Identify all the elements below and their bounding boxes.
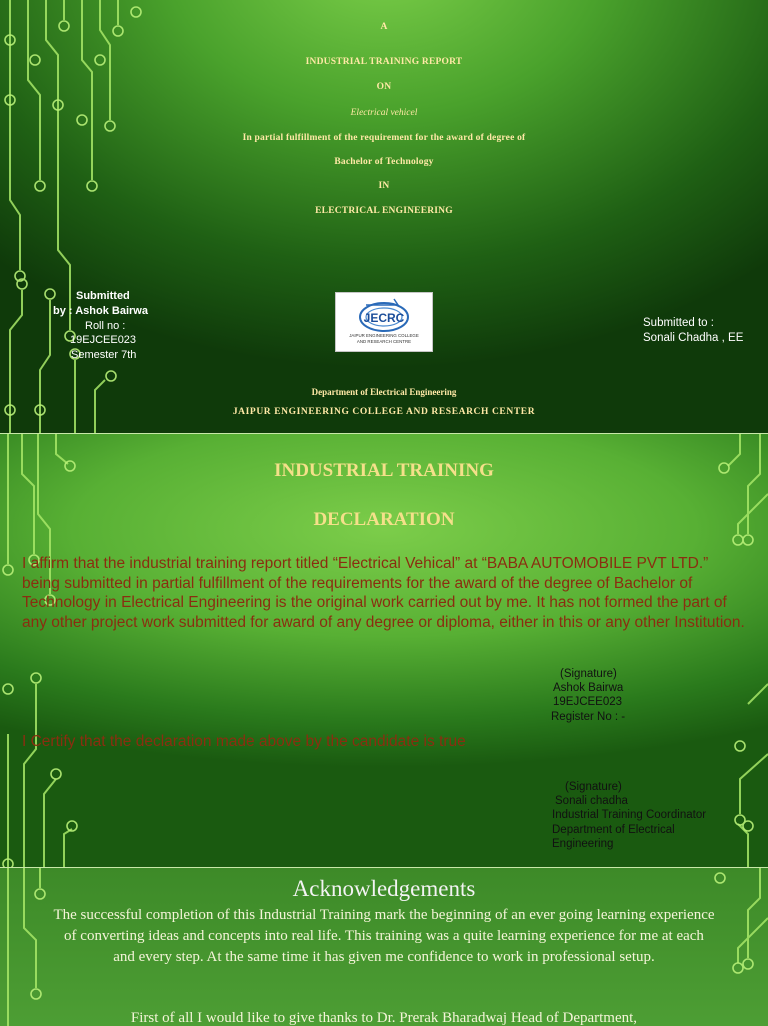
signature-dept-2a: Department of Electrical (552, 824, 675, 836)
signature-register-1: Register No : - (551, 711, 626, 723)
report-degree: Bachelor of Technology (334, 157, 434, 167)
college-name: JAIPUR ENGINEERING COLLEGE AND RESEARCH CENTER (232, 407, 536, 417)
submitted-to-label: Submitted to : (643, 317, 714, 329)
signature-name-1: Ashok Bairwa (553, 682, 624, 694)
logo-caption-2: AND RESEARCH CENTRE (356, 339, 412, 344)
department-name: Department of Electrical Engineering (311, 387, 457, 397)
declaration-slide (0, 433, 768, 867)
report-line-in: IN (378, 181, 390, 191)
declaration-text: I affirm that the industrial training report titled “Electrical Vehical” at “BABA AUTOMOBILE PVT LTD.” being submitted in partial fulfillment of the requirements for the award of the degree of Bachelor of Technology in Electrical Engineering is the original work carried out by me. It has not formed the part of any other project work submitted for award of any degree or diploma, either in this or any other Institution. (22, 555, 745, 631)
acknowledgements-title: Acknowledgements (292, 876, 476, 901)
signature-label-1: (Signature) (560, 668, 617, 680)
signature-dept-2b: Engineering (552, 838, 614, 850)
submitted-to-name: Sonali Chadha , EE (643, 332, 744, 344)
submitted-label: Submitted (76, 290, 130, 302)
acknowledgements-paragraph-1: The successful completion of this Industrial Training mark the beginning of an ever going learning experience of converting ideas and concepts into real life. This training was a quite learning experience for me at each and every step. At the same time it has given me confidence to work in professional setup. (53, 907, 715, 965)
report-topic: Electrical vehicel (350, 108, 418, 118)
report-line-on: ON (376, 82, 392, 92)
signature-id-1: 19EJCEE023 (553, 696, 623, 708)
signature-label-2: (Signature) (565, 781, 622, 793)
certify-text: I Certify that the declaration made above by the candidate is true (22, 733, 466, 750)
signature-role-2: Industrial Training Coordinator (552, 809, 707, 821)
slide-title: INDUSTRIAL TRAINING (274, 460, 494, 481)
jecrc-emblem (336, 293, 432, 351)
circuit-board-decoration (0, 434, 768, 867)
logo-text: JECRC (363, 311, 405, 325)
roll-label: Roll no : (85, 320, 126, 332)
report-branch: ELECTRICAL ENGINEERING (315, 206, 453, 216)
acknowledgements-slide (0, 867, 768, 1026)
roll-number: 19EJCEE023 (70, 334, 137, 346)
logo-caption-1: JAIPUR ENGINEERING COLLEGE (349, 333, 419, 338)
submitted-by-name: by : Ashok Bairwa (53, 305, 148, 317)
report-purpose: In partial fulfillment of the requirement for the award of degree of (242, 133, 526, 143)
signature-name-2: Sonali chadha (555, 795, 628, 807)
slide-subtitle: DECLARATION (313, 509, 455, 530)
report-title: INDUSTRIAL TRAINING REPORT (305, 57, 463, 67)
acknowledgements-paragraph-2: First of all I would like to give thanks to Dr. Prerak Bharadwaj Head of Department, (130, 1010, 638, 1026)
college-logo (335, 292, 433, 352)
semester: Semester 7th (71, 349, 137, 361)
title-slide (0, 0, 768, 433)
report-line-a: A (380, 22, 388, 32)
